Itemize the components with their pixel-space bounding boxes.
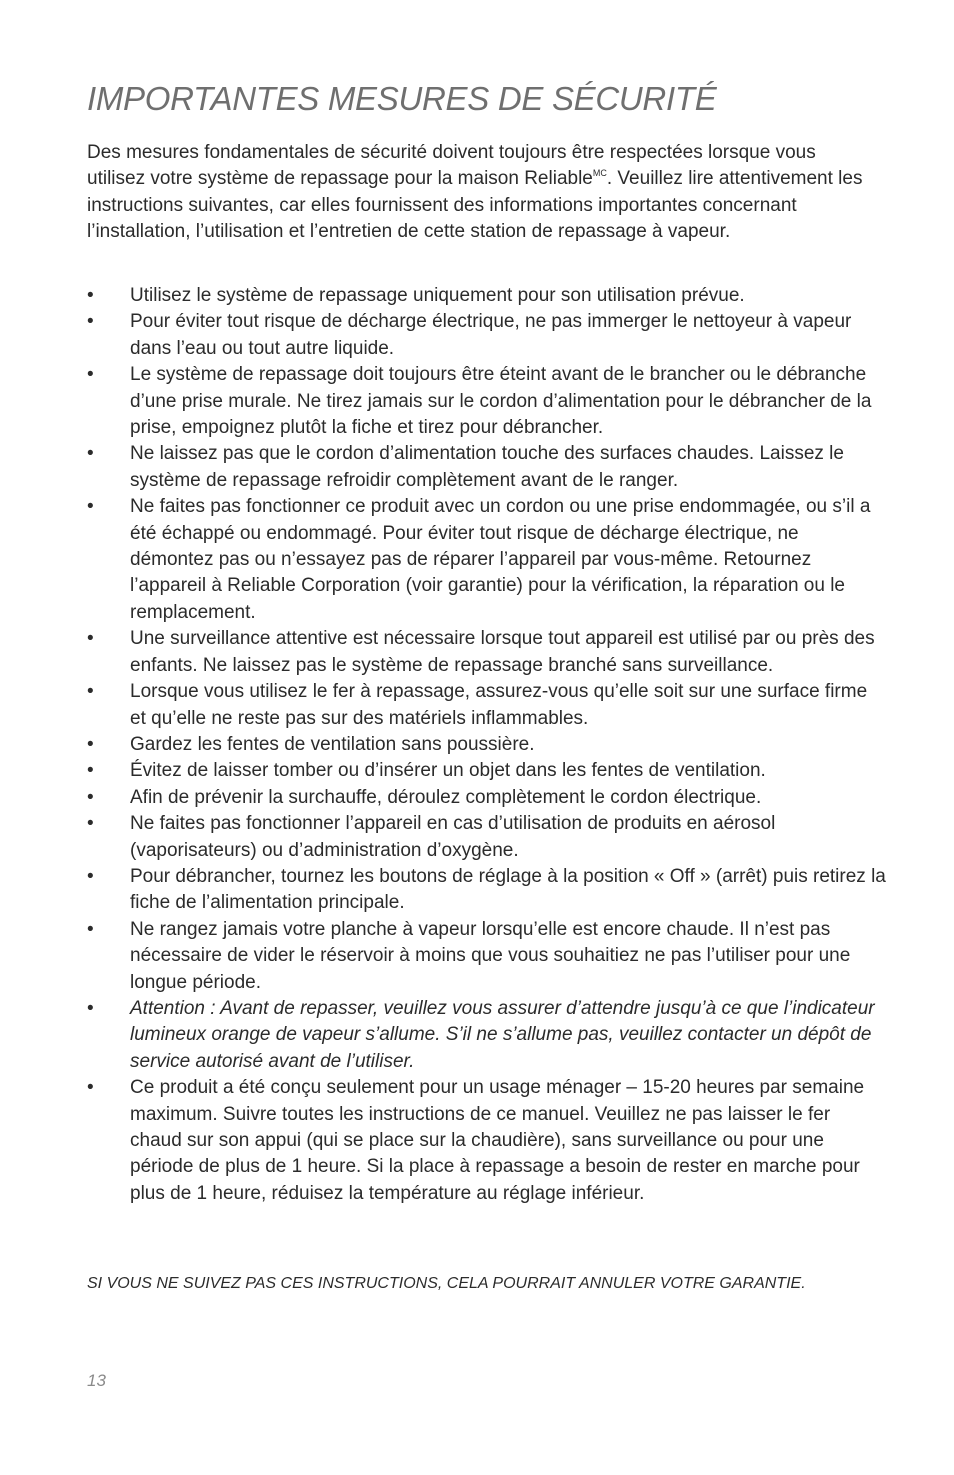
bullet-icon: • (87, 733, 94, 755)
bullet-icon: • (87, 918, 94, 940)
list-item-text: Ce produit a été conçu seulement pour un usage ménager – 15-20 heures par semaine maximum. Suivre toutes les instructions de ce manuel. Veuillez ne pas laisser le fer chaud sur son appui (qui se place sur la chaudière), sans surveillance ou pour une période de plus de 1 heure. Si la place à repassage a besoin de rester en marche pour plus de 1 heure, réduisez la température au réglage inférieur. (130, 1077, 865, 1204)
page-title: IMPORTANTES MESURES DE SÉCURITÉ (87, 80, 717, 117)
list-item-text: Évitez de laisser tomber ou d’insérer un objet dans les fentes de ventilation. (130, 760, 766, 782)
list-item (87, 362, 887, 441)
list-item-text: Attention : Avant de repasser, veuillez vous assurer d’attendre jusqu’à ce que l’indicateur lumineux orange de vapeur s’allume. S’il ne s’allume pas, veuillez contacter un dépôt de service autorisé avant de l’utiliser. (130, 997, 875, 1072)
bullet-icon: • (87, 443, 94, 465)
bullet-icon: • (87, 681, 94, 703)
list-item-text: Utilisez le système de repassage uniquement pour son utilisation prévue. (130, 285, 745, 306)
list-item-text: Ne laissez pas que le cordon d’alimentation touche des surfaces chaudes. Laissez le système de repassage refroidir complètement avant de le ranger. (130, 443, 844, 491)
bullet-icon: • (87, 760, 94, 782)
list-item-text: Pour débrancher, tournez les boutons de réglage à la position « Off » (arrêt) puis retirez la fiche de l’alimentation principale. (130, 865, 886, 914)
list-item (87, 785, 887, 811)
bullet-icon: • (87, 364, 94, 386)
bullet-icon: • (87, 628, 94, 650)
list-item-text: Gardez les fentes de ventilation sans poussière. (130, 733, 535, 755)
list-item-text: Ne rangez jamais votre planche à vapeur lorsqu’elle est encore chaude. Il n’est pas nécessaire de vider le réservoir à moins que vous souhaitiez ne pas l’utiliser pour une longue période. (130, 918, 851, 993)
page-number: 13 (87, 1371, 106, 1390)
bullet-icon: • (87, 496, 94, 518)
intro-text-start: Des mesures fondamentales de sécurité doivent toujours être respectées lorsque vous utilisez votre système de repassage pour la maison Reliable (87, 142, 816, 190)
list-item (87, 283, 887, 309)
bullet-icon: • (87, 865, 94, 887)
bullet-icon: • (87, 786, 94, 808)
list-item (87, 679, 887, 732)
list-item (87, 758, 887, 784)
list-item-text: Ne faites pas fonctionner ce produit avec un cordon ou une prise endommagée, ou s’il a été échappé ou endommagé. Pour éviter tout risque de décharge électrique, ne démontez pas ou n’essayez pas de réparer l’appareil par vous-même. Retournez l’appareil à Reliable Corporation (voir garantie) pour la vérification, la réparation ou le remplacement. (130, 496, 871, 623)
list-item (87, 811, 887, 864)
list-item-text: Ne faites pas fonctionner l’appareil en cas d’utilisation de produits en aérosol (vaporisateurs) ou d’administration d’oxygène. (130, 813, 776, 861)
list-item (87, 494, 887, 626)
trademark-mark: MC (592, 168, 607, 179)
bullet-icon: • (87, 285, 94, 306)
list-item-text: Pour éviter tout risque de décharge électrique, ne pas immerger le nettoyeur à vapeur dans l’eau ou tout autre liquide. (130, 311, 852, 359)
list-item (87, 626, 887, 679)
bullet-icon: • (87, 997, 94, 1019)
list-item-text: Le système de repassage doit toujours être éteint avant de le brancher ou le débranche d’une prise murale. Ne tirez jamais sur le cordon d’alimentation pour le débrancher de la prise, empoignez plutôt la fiche et tirez pour débrancher. (130, 364, 872, 439)
list-item (87, 1075, 887, 1207)
list-item-text: Lorsque vous utilisez le fer à repassage, assurez-vous qu’elle soit sur une surface firme et qu’elle ne reste pas sur des matériels inflammables. (130, 681, 868, 729)
list-item-text: Une surveillance attentive est nécessaire lorsque tout appareil est utilisé par ou près des enfants. Ne laissez pas le système de repassage branché sans surveillance. (130, 628, 875, 676)
list-item (87, 917, 887, 996)
intro-text-end: . Veuillez lire attentivement les instructions suivantes, car elles fournissent des informations importantes concernant l’installation, l’utilisation et l’entretien de cette station de repassage à vapeur. (87, 168, 863, 243)
list-item (87, 441, 887, 494)
bullet-icon: • (87, 1077, 94, 1099)
warranty-notice: SI VOUS NE SUIVEZ PAS CES INSTRUCTIONS, CELA POURRAIT ANNULER VOTRE GARANTIE. (87, 1275, 806, 1292)
bullet-icon: • (87, 311, 94, 333)
list-item (87, 309, 887, 362)
list-item (87, 732, 887, 758)
intro-paragraph (87, 140, 877, 246)
list-item-text: Afin de prévenir la surchauffe, déroulez complètement le cordon électrique. (130, 786, 762, 808)
safety-rules-list (87, 283, 887, 1207)
list-item (87, 864, 887, 917)
bullet-icon: • (87, 813, 94, 835)
list-item (87, 996, 887, 1075)
